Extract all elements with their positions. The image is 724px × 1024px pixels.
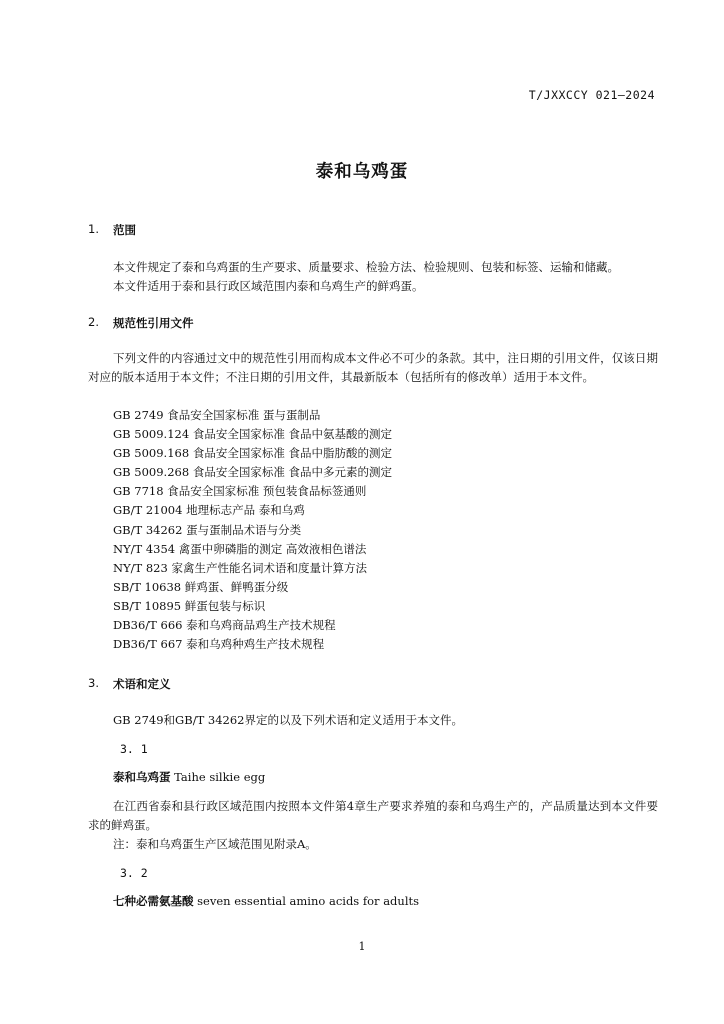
- section-3-number: 3.: [88, 676, 99, 690]
- document-code: T/JXXCCY 021—2024: [528, 88, 655, 102]
- term-3-2-title: [113, 893, 419, 909]
- term-3-1-en: Taihe silkie egg: [174, 770, 266, 784]
- reference-item: DB36/T 666 泰和乌鸡商品鸡生产技术规程: [113, 618, 336, 633]
- section-1-body: [113, 258, 658, 296]
- term-3-1-note: 注：泰和乌鸡蛋生产区域范围见附录A。: [113, 837, 317, 851]
- page-title: 泰和乌鸡蛋: [315, 162, 409, 182]
- reference-item: GB 2749 食品安全国家标准 蛋与蛋制品: [113, 408, 321, 422]
- reference-item: SB/T 10895 鲜蛋包装与标识: [113, 598, 266, 613]
- term-3-1-zh: 泰和乌鸡蛋: [113, 770, 171, 784]
- section-3-intro: GB 2749和GB/T 34262界定的以及下列术语和定义适用于本文件。: [113, 713, 463, 727]
- section-2-number: 2.: [88, 315, 99, 329]
- term-3-1-definition: 在江西省泰和县行政区域范围内按照本文件第4章生产要求养殖的泰和乌鸡生产的，产品质量达到本文件要求的鲜鸡蛋。: [88, 799, 658, 832]
- reference-item: GB 5009.268 食品安全国家标准 食品中多元素的测定: [113, 465, 392, 480]
- reference-item: SB/T 10638 鲜鸡蛋、鲜鸭蛋分级: [113, 579, 289, 594]
- section-3-heading: 术语和定义: [113, 677, 171, 691]
- term-3-2-zh: 七种必需氨基酸: [113, 894, 194, 908]
- section-2-intro: 下列文件的内容通过文中的规范性引用而构成本文件必不可少的条款。其中，注日期的引用文件，仅该日期对应的版本适用于本文件；不注日期的引用文件，其最新版本（包括所有的修改单）适用于本文件。: [88, 351, 658, 384]
- reference-list: [113, 406, 392, 654]
- section-1-line-2: 本文件适用于泰和县行政区域范围内泰和乌鸡生产的鲜鸡蛋。: [113, 279, 424, 293]
- term-3-1-title: [113, 769, 265, 785]
- section-1-heading: 范围: [113, 223, 136, 237]
- reference-item: GB 7718 食品安全国家标准 预包装食品标签通则: [113, 484, 367, 499]
- reference-item: NY/T 823 家禽生产性能名词术语和度量计算方法: [113, 560, 367, 575]
- reference-item: GB/T 21004 地理标志产品 泰和乌鸡: [113, 503, 305, 518]
- term-3-1-number: 3. 1: [120, 742, 148, 756]
- page-number: 1: [358, 940, 366, 953]
- reference-item: GB 5009.124 食品安全国家标准 食品中氨基酸的测定: [113, 427, 392, 442]
- reference-item: NY/T 4354 禽蛋中卵磷脂的测定 高效液相色谱法: [113, 541, 367, 556]
- section-2-heading: 规范性引用文件: [113, 316, 194, 330]
- term-3-2-en: seven essential amino acids for adults: [197, 894, 420, 908]
- reference-item: GB/T 34262 蛋与蛋制品术语与分类: [113, 522, 302, 537]
- section-1-number: 1.: [88, 222, 99, 236]
- reference-item: GB 5009.168 食品安全国家标准 食品中脂肪酸的测定: [113, 446, 392, 461]
- section-1-line-1: 本文件规定了泰和乌鸡蛋的生产要求、质量要求、检验方法、检验规则、包装和标签、运输和储藏。: [113, 260, 619, 274]
- term-3-2-number: 3. 2: [120, 866, 148, 880]
- reference-item: DB36/T 667 泰和乌鸡种鸡生产技术规程: [113, 637, 325, 652]
